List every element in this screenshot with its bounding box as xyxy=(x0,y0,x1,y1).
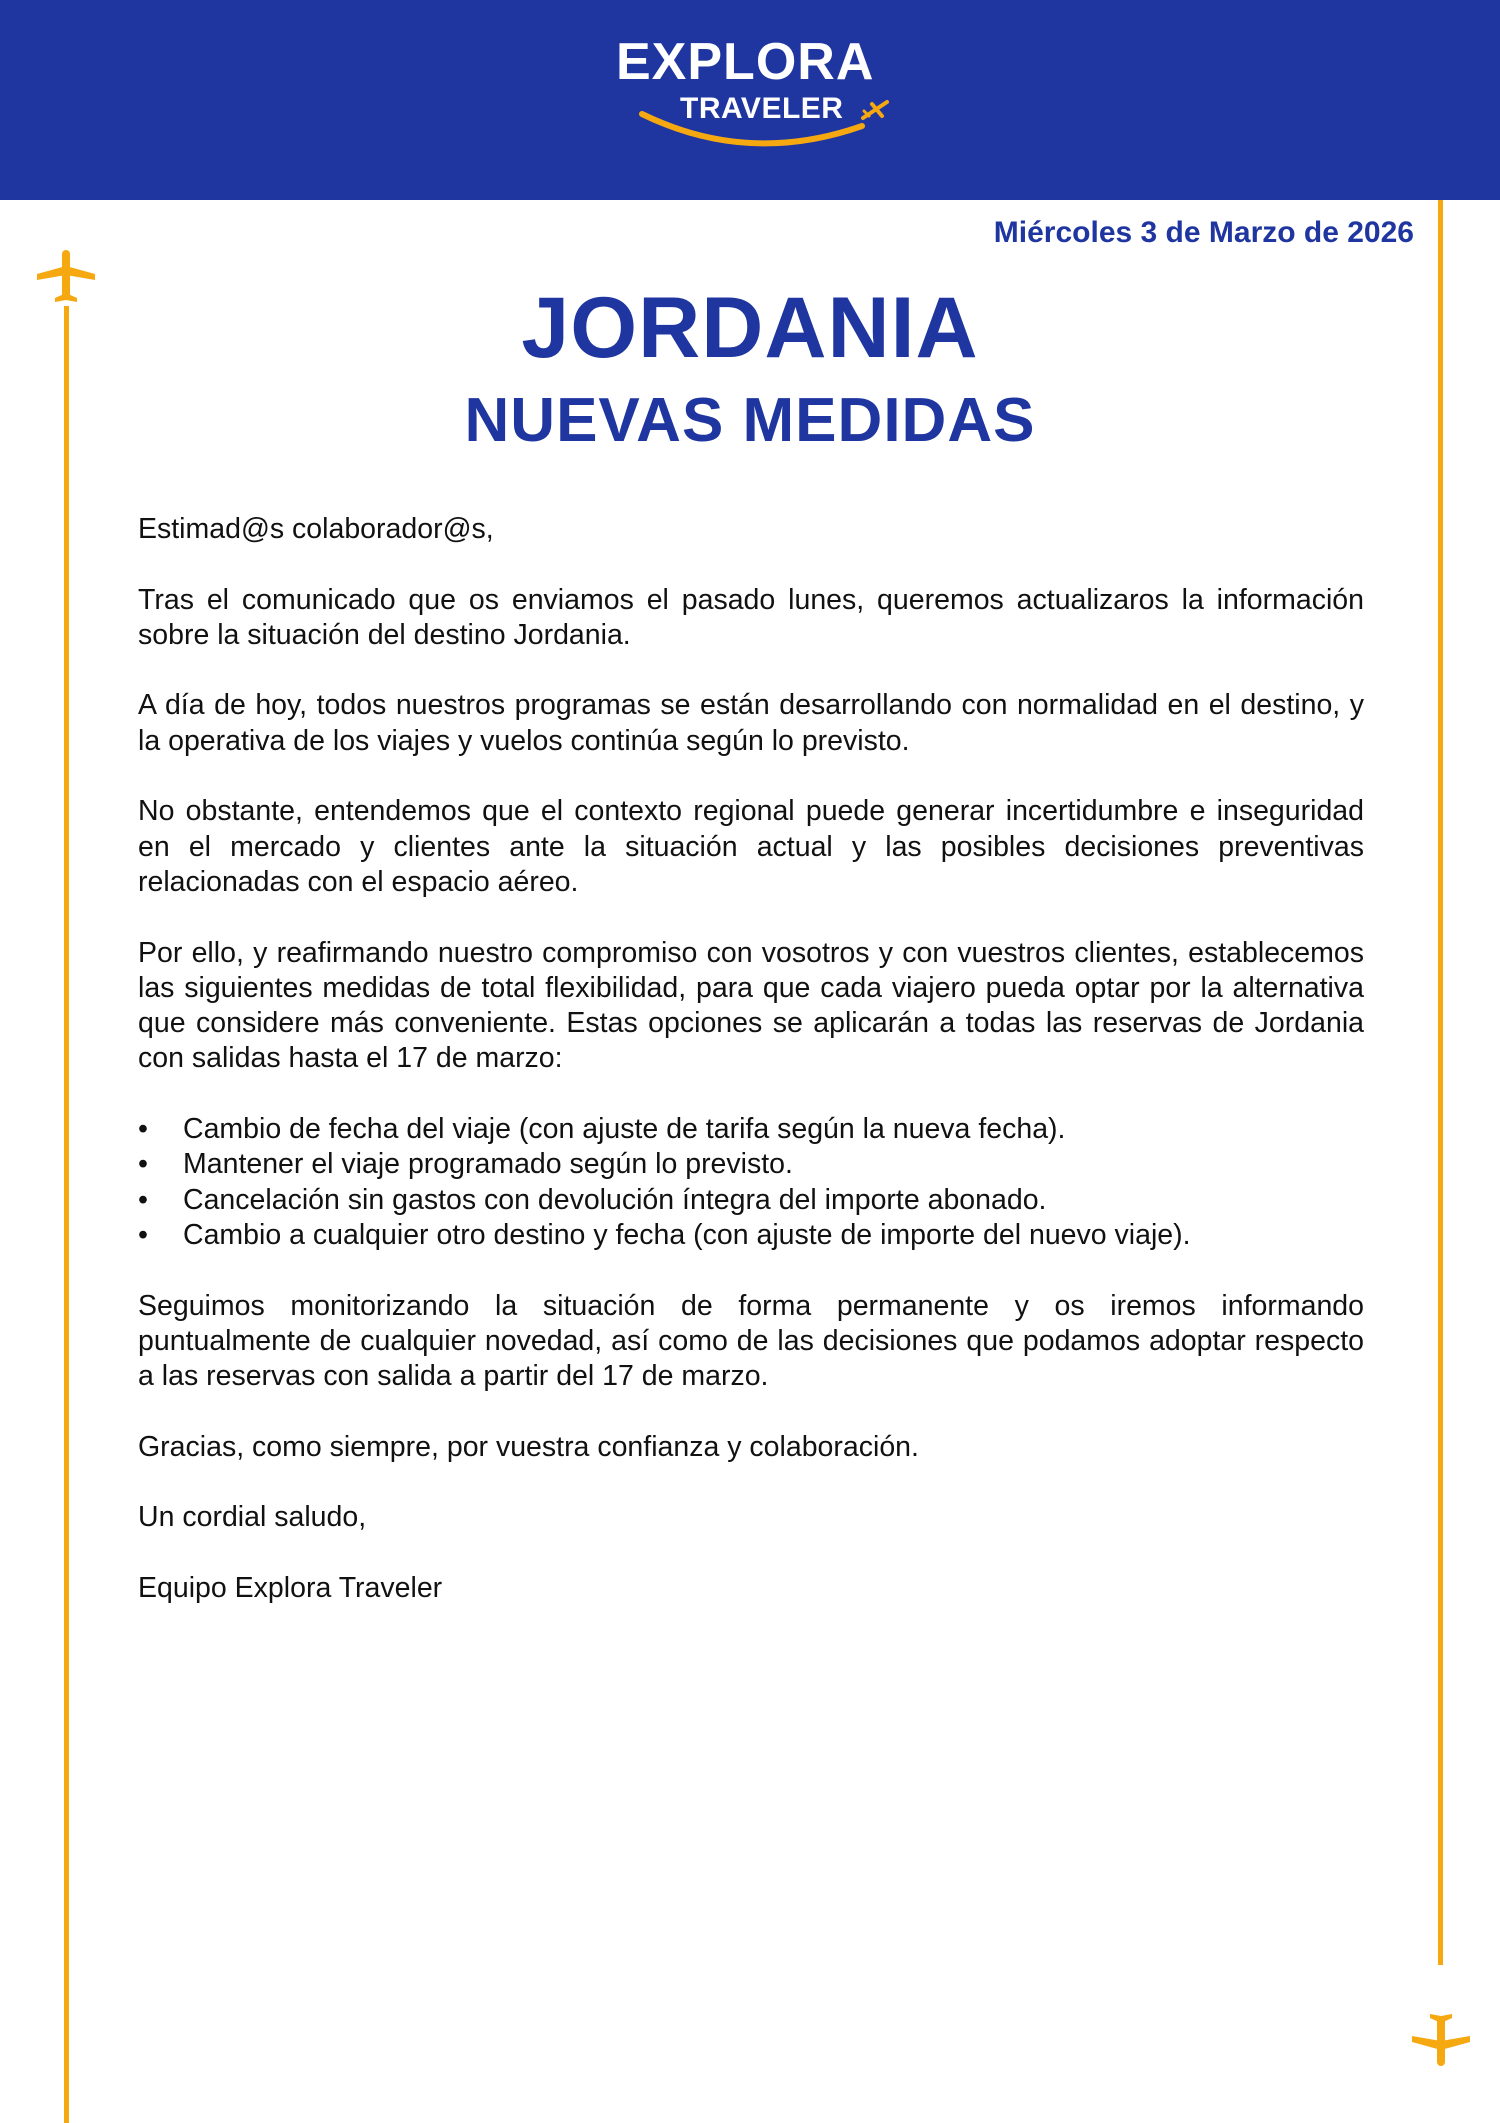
explora-traveler-logo xyxy=(610,34,900,134)
bullet: • xyxy=(138,1148,148,1181)
list-item-text: Cambio de fecha del viaje (con ajuste de tarifa según la nueva fecha). xyxy=(183,1113,1066,1146)
paragraph: A día de hoy, todos nuestros programas se están desarrollando con normalidad en el destino, y la operativa de los viajes y vuelos continúa según lo previsto. xyxy=(138,689,1364,757)
logo-wordmark-bottom: TRAVELER xyxy=(680,92,844,125)
paragraph: Un cordial saludo, xyxy=(138,1501,367,1534)
bullet: • xyxy=(138,1218,148,1251)
list-item xyxy=(138,1112,1364,1147)
airplane-icon xyxy=(1408,2006,1474,2072)
document-date: Miércoles 3 de Marzo de 2026 xyxy=(993,216,1414,249)
list-item xyxy=(138,1183,1364,1218)
logo-wordmark-top: EXPLORA xyxy=(616,33,875,91)
paragraph: Tras el comunicado que os enviamos el pasado lunes, queremos actualizaros la información sobre la situación del destino Jordania. xyxy=(138,583,1364,651)
header-banner xyxy=(0,0,1500,200)
list-item-text: Cancelación sin gastos con devolución íntegra del importe abonado. xyxy=(183,1183,1047,1216)
paragraph: Gracias, como siempre, por vuestra confianza y colaboración. xyxy=(138,1430,919,1463)
page-subtitle: NUEVAS MEDIDAS xyxy=(464,386,1036,455)
plane-icon xyxy=(860,94,890,124)
paragraph: No obstante, entendemos que el contexto regional puede generar incertidumbre e inseguridad en el mercado y clientes ante la situación actual y las posibles decisiones preventivas relacionadas con el espacio aéreo. xyxy=(138,795,1364,898)
page-title: JORDANIA xyxy=(521,280,979,376)
letter-body xyxy=(138,512,1364,1642)
list-item xyxy=(138,1147,1364,1182)
bullet: • xyxy=(138,1183,148,1216)
signature: Equipo Explora Traveler xyxy=(138,1571,443,1604)
list-item xyxy=(138,1218,1364,1253)
decorative-flight-line-right xyxy=(1438,200,1443,1965)
paragraph: Por ello, y reafirmando nuestro compromiso con vosotros y con vuestros clientes, establecemos las siguientes medidas de total flexibilidad, para que cada viajero pueda optar por la alternativa que considere más conveniente. Estas opciones se aplicarán a todas las reservas de Jordania con salidas hasta el 17 de marzo: xyxy=(138,936,1364,1075)
measures-list xyxy=(138,1112,1364,1253)
paragraph: Seguimos monitorizando la situación de forma permanente y os iremos informando puntualmente de cualquier novedad, así como de las decisiones que podamos adoptar respecto a las reservas con salida a partir del 17 de marzo. xyxy=(138,1289,1364,1393)
list-item-text: Cambio a cualquier otro destino y fecha (con ajuste de importe del nuevo viaje). xyxy=(183,1218,1191,1251)
greeting: Estimad@s colaborador@s, xyxy=(138,513,494,545)
decorative-flight-line-left xyxy=(64,306,69,2123)
bullet: • xyxy=(138,1113,148,1146)
list-item-text: Mantener el viaje programado según lo previsto. xyxy=(183,1148,793,1181)
